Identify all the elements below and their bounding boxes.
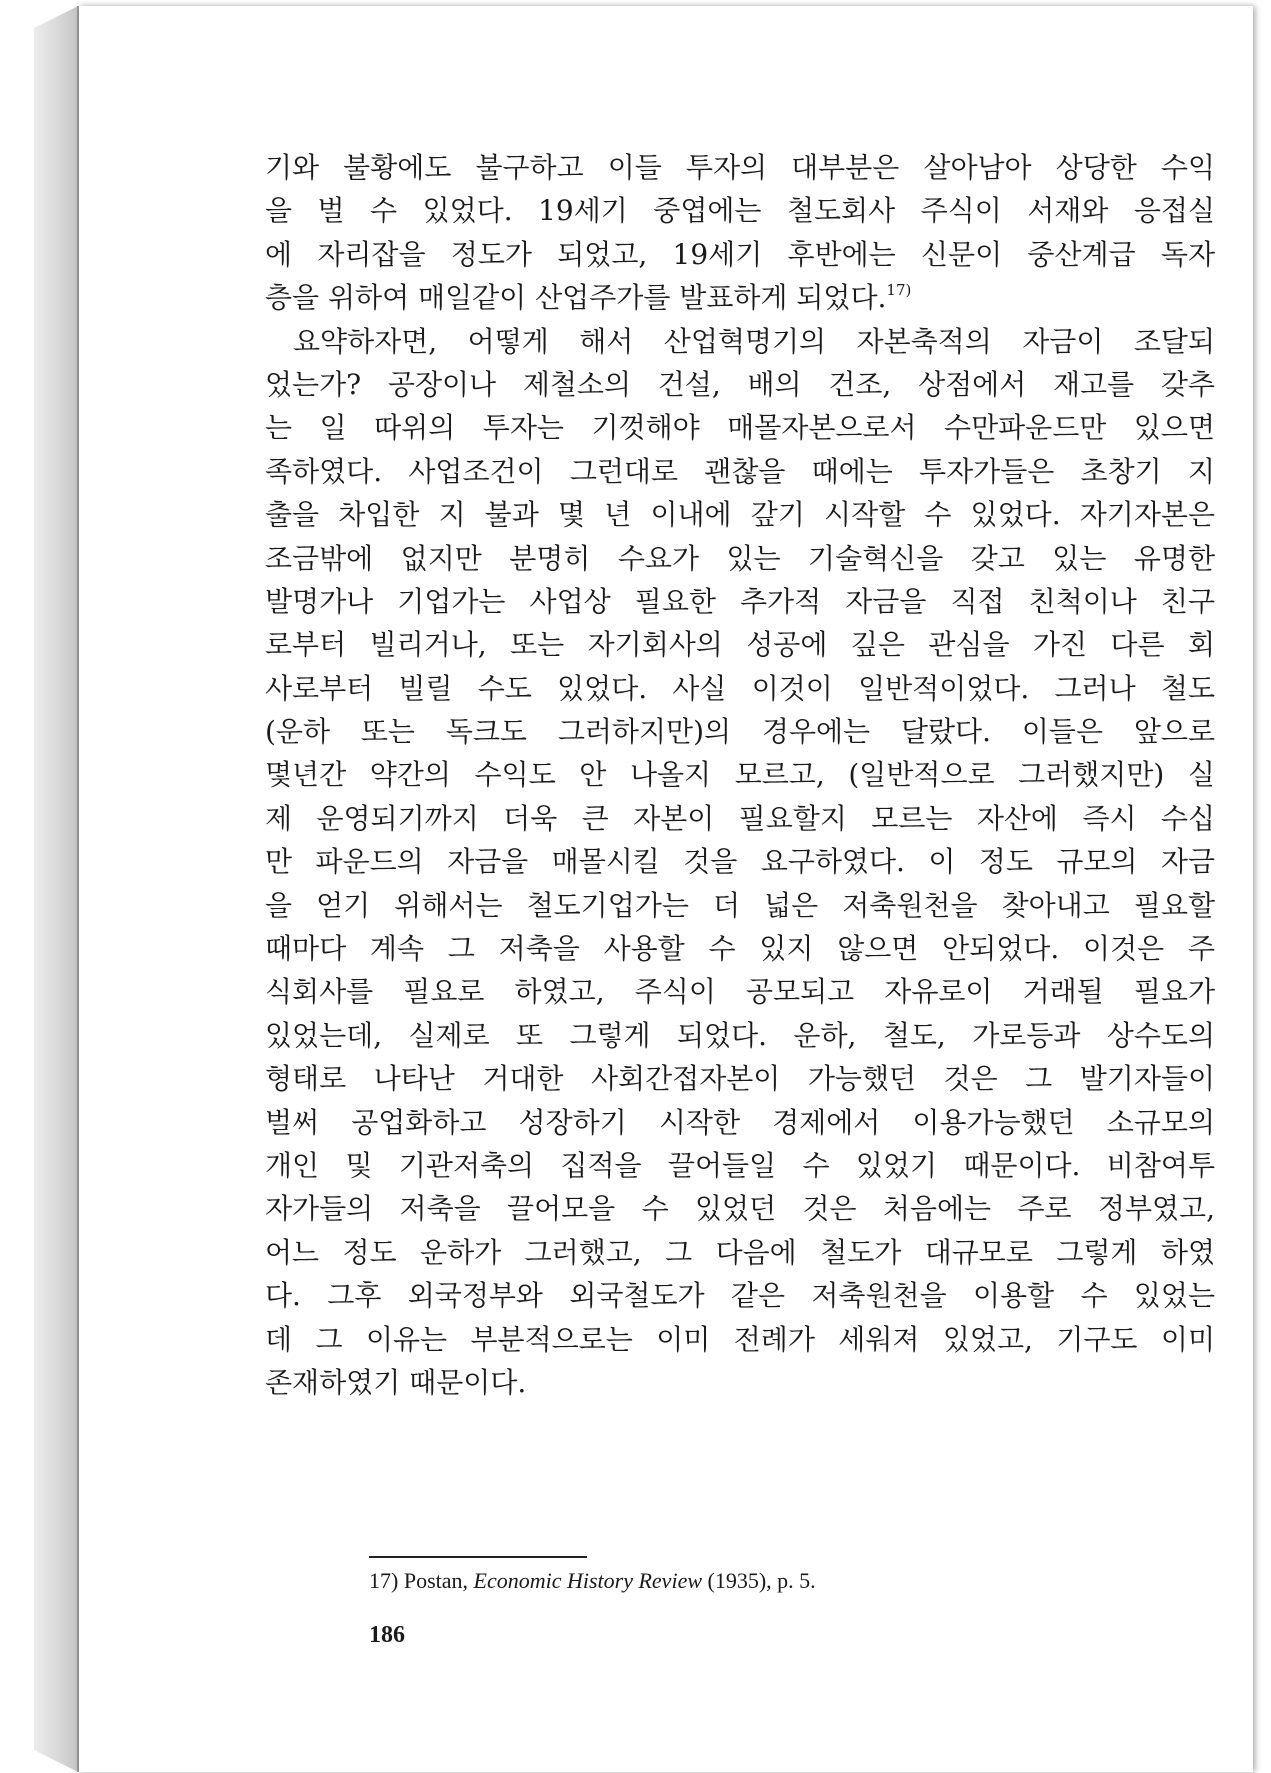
footnote-citation: (1935), p. 5. bbox=[707, 1568, 816, 1593]
paragraph-start-line: 요약하자면, 어떻게 해서 산업혁명기의 자본축적의 자금이 조달되 bbox=[293, 324, 1215, 358]
text-line: 몇년간 약간의 수익도 안 나올지 모르고, (일반적으로 그러했지만) 실 bbox=[265, 758, 1215, 792]
text-line: 만 파운드의 자금을 매몰시킬 것을 요구하였다. 이 정도 규모의 자금 bbox=[265, 845, 1215, 879]
text-line: 개인 및 기관저축의 집적을 끌어들일 수 있었기 때문이다. 비참여투 bbox=[265, 1148, 1215, 1182]
footnote-divider bbox=[369, 1556, 587, 1558]
body-text bbox=[265, 146, 1215, 1404]
text-line: 사로부터 빌릴 수도 있었다. 사실 이것이 일반적이었다. 그러나 철도 bbox=[265, 671, 1215, 705]
book-spine-edge bbox=[34, 6, 78, 1772]
text-line: (운하 또는 독크도 그러하지만)의 경우에는 달랐다. 이들은 앞으로 bbox=[265, 715, 1215, 749]
page-number: 186 bbox=[369, 1622, 405, 1648]
text-line: 때마다 계속 그 저축을 사용할 수 있지 않으면 안되었다. 이것은 주 bbox=[265, 932, 1215, 966]
text-line: 존재하였기 때문이다. bbox=[265, 1365, 527, 1399]
text-line: 발명가나 기업가는 사업상 필요한 추가적 자금을 직접 친척이나 친구 bbox=[265, 584, 1215, 618]
text-line: 을 얻기 위해서는 철도기업가는 더 넓은 저축원천을 찾아내고 필요할 bbox=[265, 888, 1215, 922]
text-line: 제 운영되기까지 더욱 큰 자본이 필요할지 모르는 자산에 즉시 수십 bbox=[265, 801, 1215, 835]
text-line: 다. 그후 외국정부와 외국철도가 같은 저축원천을 이용할 수 있었는 bbox=[265, 1279, 1215, 1313]
footnote-author: Postan, bbox=[403, 1568, 469, 1593]
text-line: 었는가? 공장이나 제철소의 건설, 배의 건조, 상점에서 재고를 갖추 bbox=[265, 367, 1215, 401]
footnote-number: 17) bbox=[369, 1568, 399, 1593]
text-line: 에 자리잡을 정도가 되었고, 19세기 후반에는 신문이 중산계급 독자 bbox=[265, 237, 1215, 271]
book-page bbox=[79, 6, 1253, 1772]
footnote bbox=[369, 1568, 816, 1594]
text-line: 형태로 나타난 거대한 사회간접자본이 가능했던 것은 그 발기자들이 bbox=[265, 1062, 1215, 1096]
footnote-reference[interactable]: 17) bbox=[886, 281, 912, 300]
text-line: 출을 차입한 지 불과 몇 년 이내에 갚기 시작할 수 있었다. 자기자본은 bbox=[265, 498, 1215, 532]
text-line: 벌써 공업화하고 성장하기 시작한 경제에서 이용가능했던 소규모의 bbox=[265, 1105, 1215, 1139]
text-line: 자가들의 저축을 끌어모을 수 있었던 것은 처음에는 주로 정부였고, bbox=[265, 1192, 1215, 1226]
text-line: 조금밖에 없지만 분명히 수요가 있는 기술혁신을 갖고 있는 유명한 bbox=[265, 541, 1215, 575]
text-line: 족하였다. 사업조건이 그런대로 괜찮을 때에는 투자가들은 초창기 지 bbox=[265, 454, 1215, 488]
text-line: 데 그 이유는 부분적으로는 이미 전례가 세워져 있었고, 기구도 이미 bbox=[265, 1322, 1215, 1356]
footnote-journal: Economic History Review bbox=[473, 1568, 703, 1593]
text-line: 어느 정도 운하가 그러했고, 그 다음에 철도가 대규모로 그렇게 하였 bbox=[265, 1235, 1215, 1269]
text-line: 식회사를 필요로 하였고, 주식이 공모되고 자유로이 거래될 필요가 bbox=[265, 975, 1215, 1009]
text-line: 기와 불황에도 불구하고 이들 투자의 대부분은 살아남아 상당한 수익 bbox=[265, 151, 1215, 184]
text-line bbox=[265, 276, 1215, 319]
text-line: 로부터 빌리거나, 또는 자기회사의 성공에 깊은 관심을 가진 다른 회 bbox=[265, 628, 1215, 662]
text-line-content: 층을 위하여 매일같이 산업주가를 발표하게 되었다. bbox=[265, 281, 887, 315]
text-line: 있었는데, 실제로 또 그렇게 되었다. 운하, 철도, 가로등과 상수도의 bbox=[265, 1018, 1215, 1052]
text-line: 는 일 따위의 투자는 기껏해야 매몰자본으로서 수만파운드만 있으면 bbox=[265, 411, 1215, 445]
text-line: 을 벌 수 있었다. 19세기 중엽에는 철도회사 주식이 서재와 응접실 bbox=[265, 194, 1215, 228]
